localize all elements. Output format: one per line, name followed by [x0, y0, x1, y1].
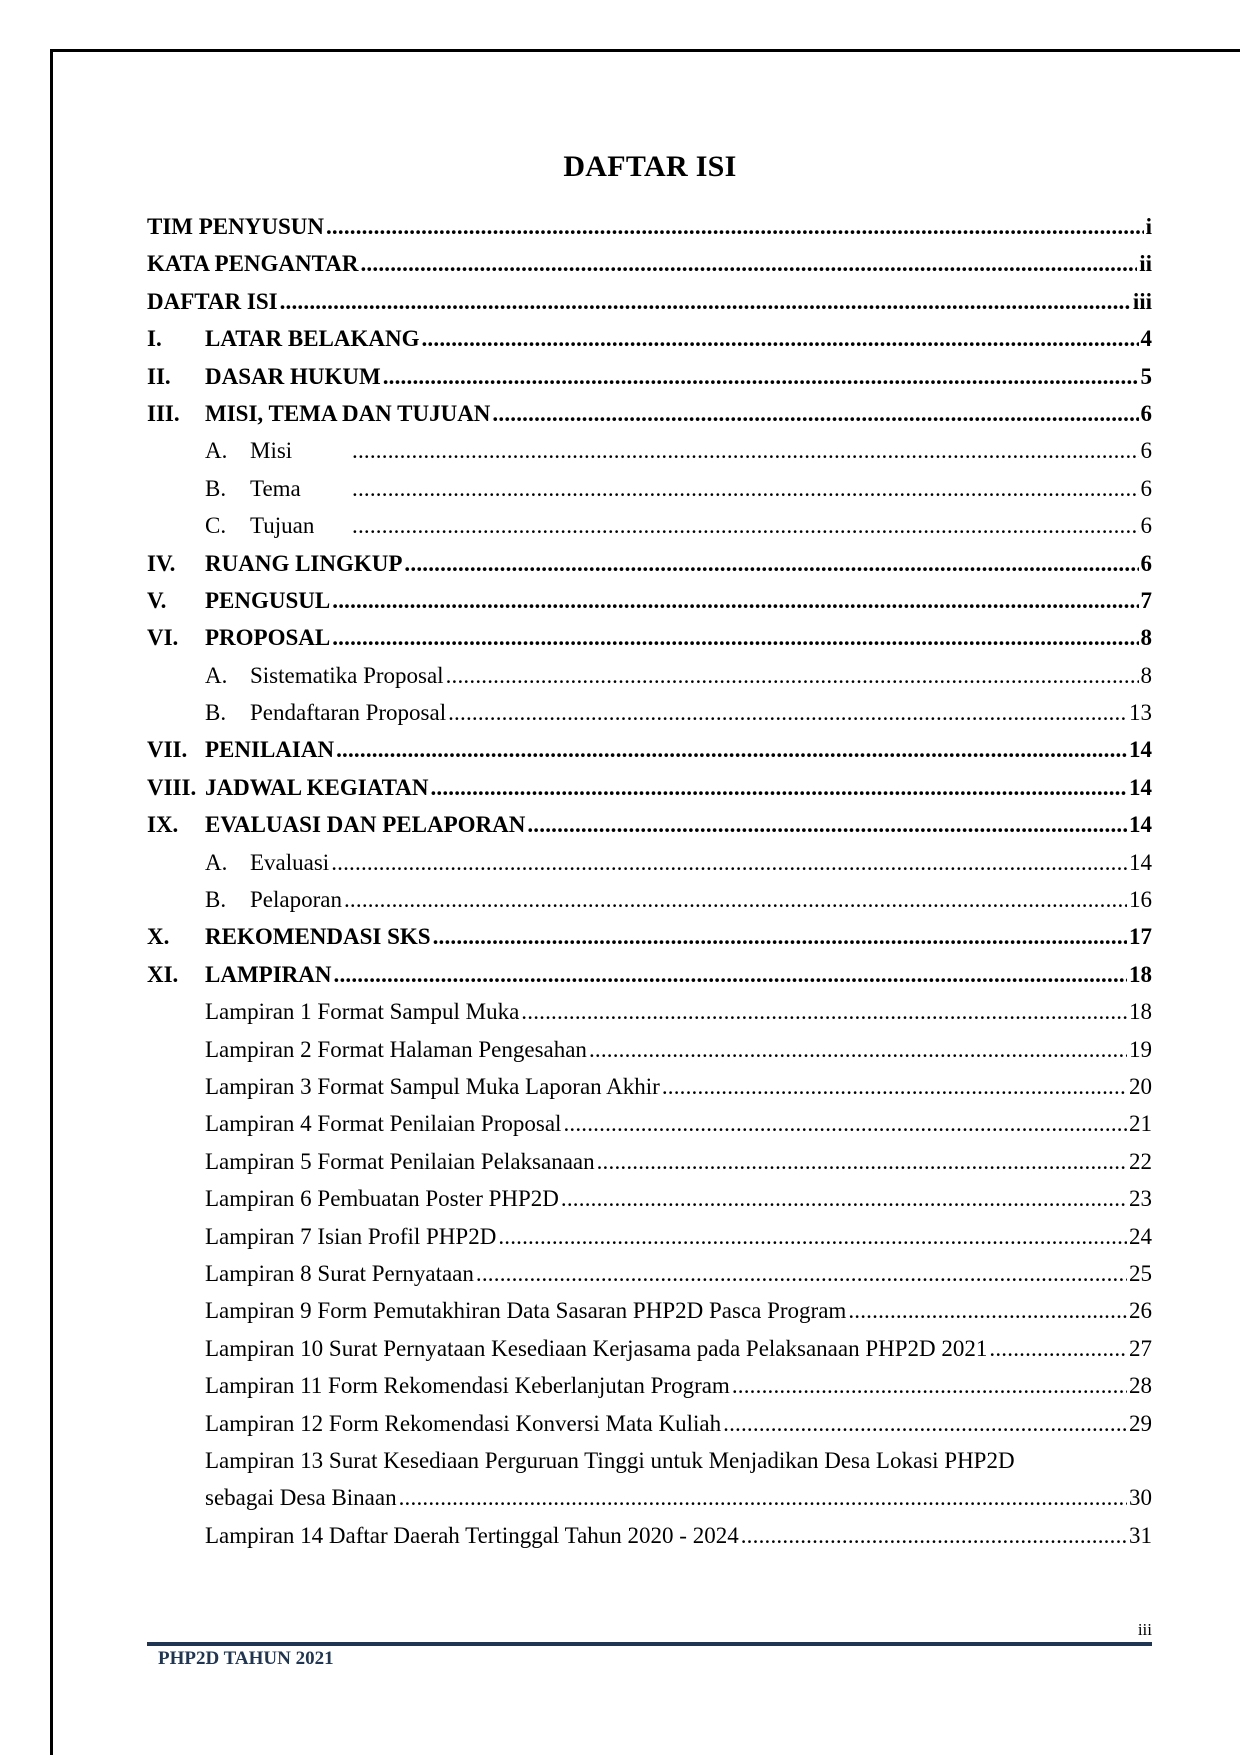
toc-label: DAFTAR ISI: [147, 288, 278, 314]
toc-label: Evaluasi: [250, 849, 330, 875]
dot-leader: [589, 1031, 1127, 1068]
toc-entry-evaluasi-dan-pelaporan[interactable]: [147, 806, 1152, 843]
dot-leader: [399, 1479, 1127, 1516]
toc-label: sebagai Desa Binaan: [205, 1485, 397, 1511]
toc-label: Lampiran 1 Format Sampul Muka: [205, 999, 520, 1025]
toc-page-number: 24: [1129, 1223, 1152, 1249]
dot-leader: [332, 619, 1138, 656]
toc-page-number: ii: [1139, 251, 1152, 277]
dot-leader: [404, 545, 1138, 582]
dot-leader: [352, 507, 1139, 544]
toc-entry-lampiran-1[interactable]: [147, 993, 1152, 1030]
toc-entry-lampiran-10[interactable]: [147, 1330, 1152, 1367]
toc-page-number: 25: [1129, 1260, 1152, 1286]
toc-page-number: 4: [1140, 326, 1152, 352]
toc-label: Tujuan: [250, 513, 315, 539]
toc-section-number: VII.: [147, 737, 188, 763]
toc-label: KATA PENGANTAR: [147, 251, 359, 277]
toc-entry-tim-penyusun[interactable]: [147, 208, 1152, 245]
dot-leader: [352, 470, 1139, 507]
toc-entry-daftar-isi[interactable]: [147, 283, 1152, 320]
dot-leader: [561, 1180, 1127, 1217]
toc-label: PENGUSUL: [205, 587, 331, 613]
toc-label: PENILAIAN: [205, 737, 335, 763]
toc-entry-lampiran-5[interactable]: [147, 1143, 1152, 1180]
toc-page-number: 29: [1129, 1410, 1152, 1436]
toc-section-number: V.: [147, 587, 167, 613]
dot-leader: [383, 358, 1139, 395]
toc-label: EVALUASI DAN PELAPORAN: [205, 812, 526, 838]
toc-page-number: 31: [1129, 1522, 1152, 1548]
toc-subsection-letter: B.: [205, 475, 227, 501]
toc-page-number: 8: [1140, 662, 1152, 688]
toc-page-number: 16: [1129, 887, 1152, 913]
toc-label: Lampiran 11 Form Rekomendasi Keberlanjutan Program: [205, 1373, 730, 1399]
toc-page-number: 18: [1129, 999, 1152, 1025]
toc-page-number: 20: [1129, 1073, 1152, 1099]
toc-entry-sistematika-proposal[interactable]: [147, 657, 1152, 694]
toc-label: Lampiran 12 Form Rekomendasi Konversi Mata Kuliah: [205, 1410, 722, 1436]
toc-label: Lampiran 5 Format Penilaian Pelaksanaan: [205, 1148, 595, 1174]
toc-entry-lampiran-4[interactable]: [147, 1105, 1152, 1142]
dot-leader: [989, 1330, 1127, 1367]
toc-entry-pendaftaran-proposal[interactable]: [147, 694, 1152, 731]
toc-subsection-letter: C.: [205, 513, 227, 539]
toc-entry-pengusul[interactable]: [147, 582, 1152, 619]
toc-label: Pelaporan: [250, 887, 342, 913]
toc-entry-lampiran-13[interactable]: [147, 1479, 1152, 1516]
toc-page-number: 13: [1129, 700, 1152, 726]
toc-label: Lampiran 8 Surat Pernyataan: [205, 1260, 474, 1286]
toc-page-number: 14: [1129, 812, 1152, 838]
dot-leader: [732, 1367, 1127, 1404]
dot-leader: [597, 1143, 1127, 1180]
dot-leader: [344, 881, 1127, 918]
toc-label: RUANG LINGKUP: [205, 550, 403, 576]
toc-entry-tema[interactable]: [147, 470, 1152, 507]
toc-page-number: 14: [1129, 774, 1152, 800]
footer-divider: [147, 1642, 1152, 1646]
toc-entry-tujuan[interactable]: [147, 507, 1152, 544]
dot-leader: [498, 1218, 1127, 1255]
page-title: DAFTAR ISI: [563, 150, 737, 183]
toc-page-number: iii: [1132, 288, 1152, 314]
toc-entry-dasar-hukum[interactable]: [147, 358, 1152, 395]
dot-leader: [326, 208, 1144, 245]
toc-entry-lampiran[interactable]: [147, 956, 1152, 993]
dot-leader: [848, 1292, 1127, 1329]
table-of-contents: [147, 208, 1152, 1554]
toc-label: Lampiran 2 Format Halaman Pengesahan: [205, 1036, 587, 1062]
dot-leader: [446, 657, 1139, 694]
toc-page-number: 18: [1129, 961, 1152, 987]
toc-label: LATAR BELAKANG: [205, 326, 420, 352]
toc-page-number: 5: [1140, 363, 1152, 389]
toc-page-number: 17: [1129, 924, 1152, 950]
toc-entry-lampiran-7[interactable]: [147, 1218, 1152, 1255]
toc-subsection-letter: A.: [205, 849, 228, 875]
dot-leader: [662, 1068, 1127, 1105]
dot-leader: [527, 806, 1127, 843]
footer-title: PHP2D TAHUN 2021: [158, 1648, 334, 1669]
dot-leader: [336, 731, 1127, 768]
toc-label: TIM PENYUSUN: [147, 214, 324, 239]
toc-page-number: 6: [1140, 513, 1152, 539]
toc-entry-lampiran-9[interactable]: [147, 1292, 1152, 1329]
toc-entry-penilaian[interactable]: [147, 731, 1152, 768]
dot-leader: [433, 918, 1127, 955]
dot-leader: [331, 844, 1127, 881]
toc-subsection-letter: A.: [205, 662, 228, 688]
toc-entry-lampiran-8[interactable]: [147, 1255, 1152, 1292]
toc-page-number: 6: [1140, 475, 1152, 501]
toc-subsection-letter: B.: [205, 700, 227, 726]
toc-entry-misi[interactable]: [147, 432, 1152, 469]
toc-label: JADWAL KEGIATAN: [205, 774, 429, 800]
toc-label: Lampiran 4 Format Penilaian Proposal: [205, 1111, 562, 1137]
toc-entry-lampiran-14[interactable]: [147, 1517, 1152, 1554]
toc-page-number: 22: [1129, 1148, 1152, 1174]
toc-label: Pendaftaran Proposal: [250, 700, 447, 726]
toc-subsection-letter: B.: [205, 887, 227, 913]
toc-label: LAMPIRAN: [205, 961, 332, 987]
dot-leader: [352, 432, 1139, 469]
toc-label: Lampiran 9 Form Pemutakhiran Data Sasaran PHP2D Pasca Program: [205, 1298, 847, 1324]
toc-entry-evaluasi[interactable]: [147, 844, 1152, 881]
toc-label: Lampiran 14 Daftar Daerah Tertinggal Tahun 2020 - 2024: [205, 1522, 739, 1548]
dot-leader: [741, 1517, 1127, 1554]
toc-section-number: XI.: [147, 961, 179, 987]
toc-page-number: 7: [1140, 587, 1152, 613]
toc-subsection-letter: A.: [205, 438, 228, 464]
toc-page-number: 6: [1140, 400, 1152, 426]
dot-leader: [334, 956, 1128, 993]
toc-label: DASAR HUKUM: [205, 363, 381, 389]
toc-entry-lampiran-3[interactable]: [147, 1068, 1152, 1105]
toc-page-number: 26: [1129, 1298, 1152, 1324]
toc-entry-ruang-lingkup[interactable]: [147, 545, 1152, 582]
toc-section-number: VIII.: [147, 774, 197, 800]
dot-leader: [448, 694, 1127, 731]
toc-label: Lampiran 10 Surat Pernyataan Kesediaan Kerjasama pada Pelaksanaan PHP2D 2021: [205, 1335, 988, 1361]
toc-page-number: 23: [1129, 1186, 1152, 1212]
toc-entry-proposal[interactable]: [147, 619, 1152, 656]
toc-section-number: IV.: [147, 550, 176, 576]
toc-page-number: 6: [1140, 438, 1152, 464]
toc-entry-rekomendasi-sks[interactable]: [147, 918, 1152, 955]
dot-leader: [492, 395, 1138, 432]
toc-entry-lampiran-2[interactable]: [147, 1031, 1152, 1068]
toc-entry-lampiran-6[interactable]: [147, 1180, 1152, 1217]
toc-label: Misi: [250, 438, 293, 464]
toc-label: Lampiran 3 Format Sampul Muka Laporan Akhir: [205, 1073, 660, 1099]
toc-section-number: VI.: [147, 625, 179, 651]
dot-leader: [430, 769, 1127, 806]
toc-page-number: 30: [1129, 1485, 1152, 1511]
toc-page-number: 21: [1129, 1111, 1152, 1137]
toc-section-number: II.: [147, 363, 171, 389]
toc-section-number: IX.: [147, 812, 179, 838]
toc-entry-pelaporan[interactable]: [147, 881, 1152, 918]
toc-page-number: i: [1145, 214, 1152, 239]
toc-section-number: X.: [147, 924, 170, 950]
dot-leader: [521, 993, 1127, 1030]
dot-leader: [280, 283, 1131, 320]
dot-leader: [723, 1405, 1127, 1442]
toc-page-number: 6: [1140, 550, 1152, 576]
dot-leader: [421, 320, 1138, 357]
toc-page-number: 28: [1129, 1373, 1152, 1399]
toc-entry-jadwal-kegiatan[interactable]: [147, 769, 1152, 806]
toc-entry-lampiran-12[interactable]: [147, 1405, 1152, 1442]
toc-entry-kata-pengantar[interactable]: [147, 245, 1152, 282]
toc-page-number: 14: [1129, 849, 1152, 875]
toc-section-number: III.: [147, 400, 180, 426]
toc-label: Lampiran 7 Isian Profil PHP2D: [205, 1223, 497, 1249]
toc-page-number: 14: [1129, 737, 1152, 763]
dot-leader: [476, 1255, 1127, 1292]
toc-label: REKOMENDASI SKS: [205, 924, 431, 950]
toc-label: Lampiran 6 Pembuatan Poster PHP2D: [205, 1186, 559, 1212]
toc-entry-lampiran-13-line1[interactable]: Lampiran 13 Surat Kesediaan Perguruan Tinggi untuk Menjadikan Desa Lokasi PHP2D: [205, 1447, 1015, 1473]
toc-label: Sistematika Proposal: [250, 662, 444, 688]
dot-leader: [360, 245, 1137, 282]
toc-page-number: 8: [1140, 625, 1152, 651]
toc-label: PROPOSAL: [205, 625, 331, 651]
dot-leader: [563, 1105, 1127, 1142]
toc-page-number: 27: [1129, 1335, 1152, 1361]
footer-page-number: iii: [1137, 1620, 1152, 1639]
toc-label: Tema: [250, 475, 301, 501]
dot-leader: [332, 582, 1138, 619]
toc-label: MISI, TEMA DAN TUJUAN: [205, 400, 491, 426]
toc-entry-lampiran-11[interactable]: [147, 1367, 1152, 1404]
toc-section-number: I.: [147, 326, 162, 352]
toc-entry-latar-belakang[interactable]: [147, 320, 1152, 357]
toc-page-number: 19: [1129, 1036, 1152, 1062]
toc-entry-misi-tema-tujuan[interactable]: [147, 395, 1152, 432]
